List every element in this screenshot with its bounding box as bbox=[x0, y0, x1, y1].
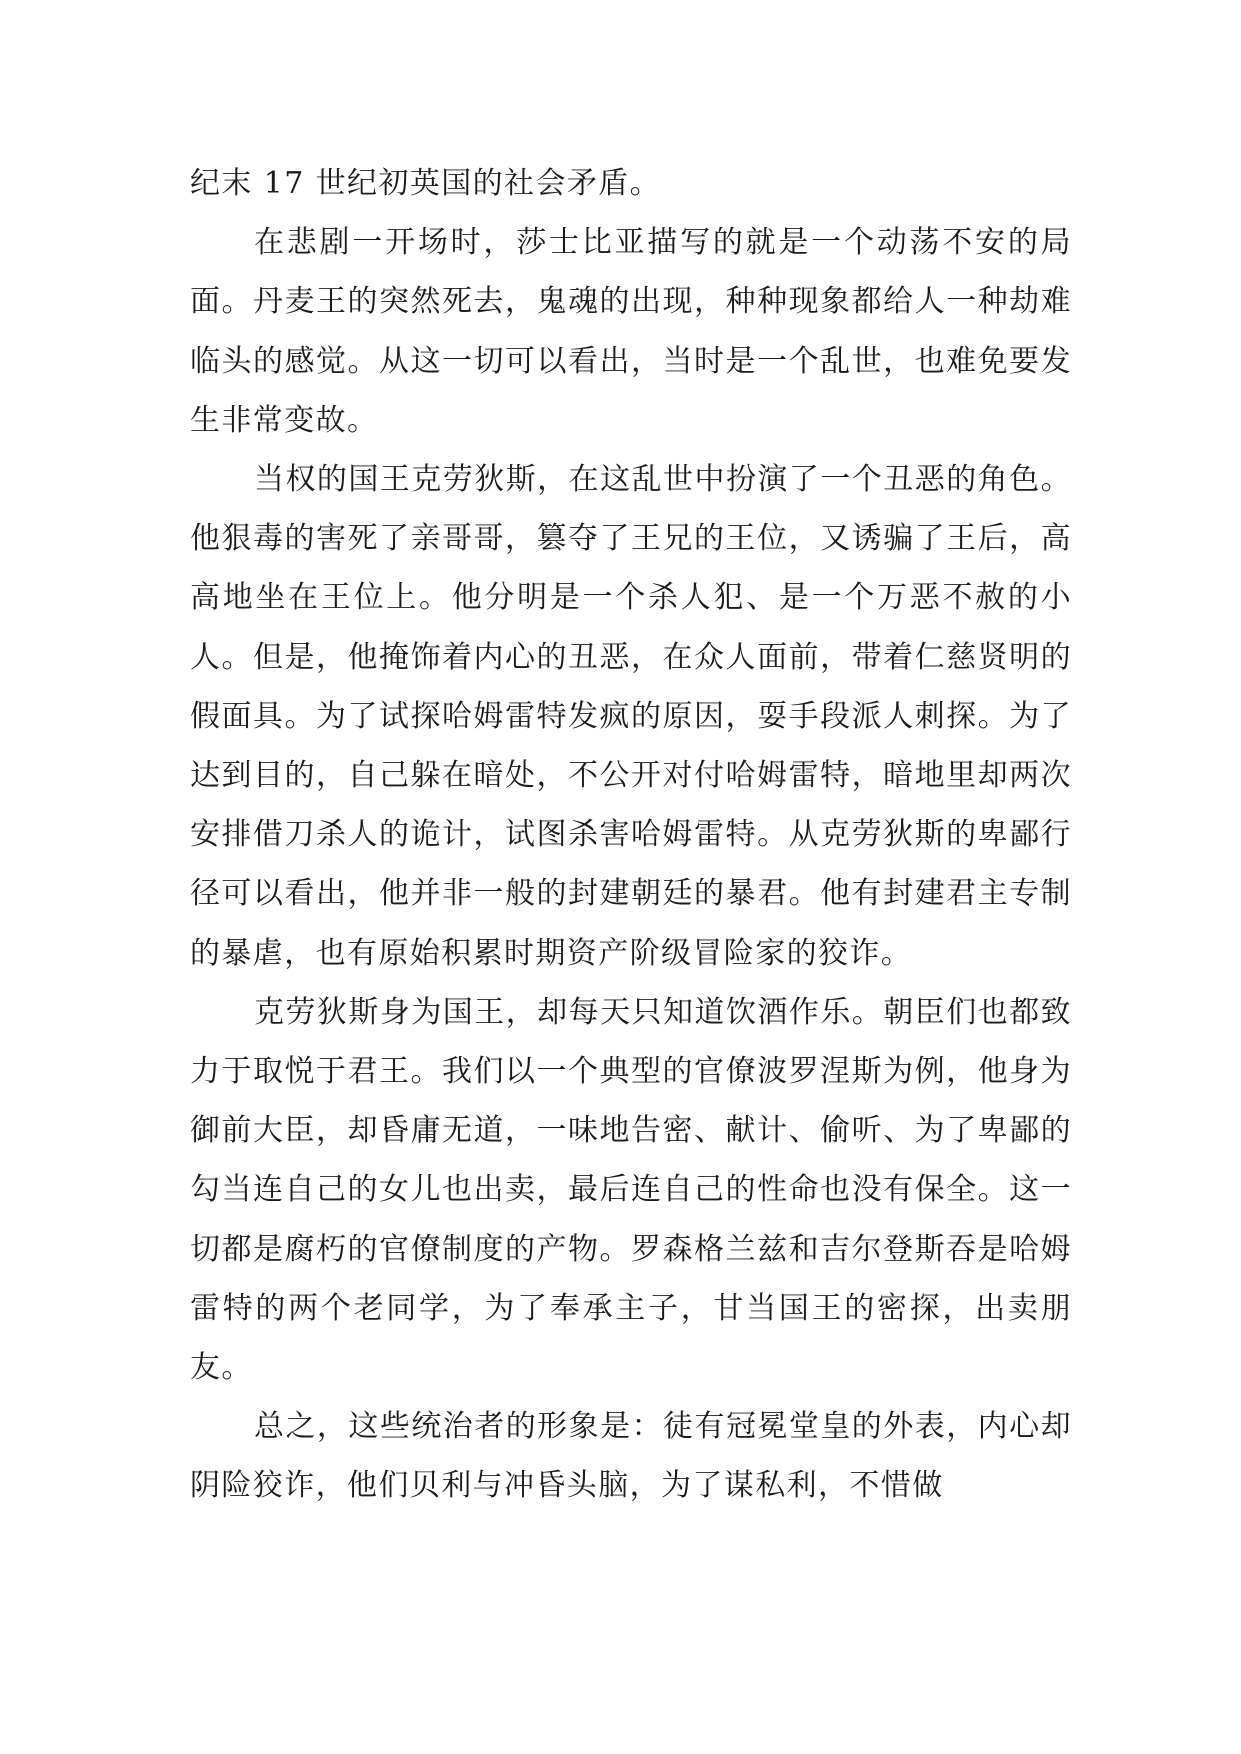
document-body bbox=[190, 154, 1072, 1516]
paragraph-claudius: 当权的国王克劳狄斯，在这乱世中扮演了一个丑恶的角色。他狠毒的害死了亲哥哥，篡夺了王兄的王位，又诱骗了王后，高高地坐在王位上。他分明是一个杀人犯、是一个万恶不赦的小人。但是，他掩饰着内心的丑恶，在众人面前，带着仁慈贤明的假面具。为了试探哈姆雷特发疯的原因，耍手段派人刺探。为了达到目的，自己躲在暗处，不公开对付哈姆雷特，暗地里却两次安排借刀杀人的诡计，试图杀害哈姆雷特。从克劳狄斯的卑鄙行径可以看出，他并非一般的封建朝廷的暴君。他有封建君主专制的暴虐，也有原始积累时期资产阶级冒险家的狡诈。 bbox=[190, 462, 1072, 971]
paragraph-summary: 总之，这些统治者的形象是：徒有冠冕堂皇的外表，内心却阴险狡诈，他们贝利与冲昏头脑，为了谋私利，不惜做 bbox=[190, 1409, 1072, 1504]
paragraph-continuation: 纪末 17 世纪初英国的社会矛盾。 bbox=[190, 166, 662, 201]
paragraph-opening-scene: 在悲剧一开场时，莎士比亚描写的就是一个动荡不安的局面。丹麦王的突然死去，鬼魂的出现，种种现象都给人一种劫难临头的感觉。从这一切可以看出，当时是一个乱世，也难免要发生非常变故。 bbox=[190, 225, 1072, 438]
paragraph-courtiers: 克劳狄斯身为国王，却每天只知道饮酒作乐。朝臣们也都致力于取悦于君王。我们以一个典型的官僚波罗涅斯为例，他身为御前大臣，却昏庸无道，一味地告密、献计、偷听、为了卑鄙的勾当连自己的女儿也出卖，最后连自己的性命也没有保全。这一切都是腐朽的官僚制度的产物。罗森格兰兹和吉尔登斯吞是哈姆雷特的两个老同学，为了奉承主子，甘当国王的密探，出卖朋友。 bbox=[190, 994, 1072, 1386]
